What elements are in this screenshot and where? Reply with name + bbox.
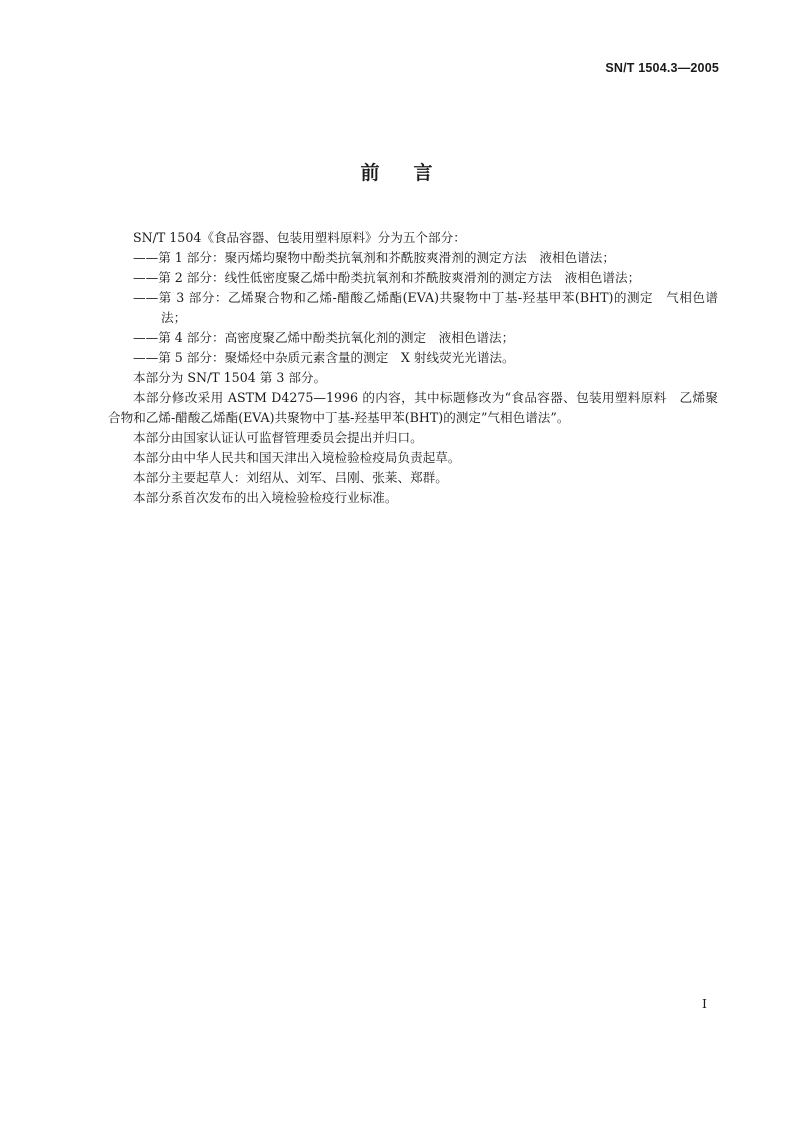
part-list-item: ——第 5 部分：聚烯烃中杂质元素含量的测定 X 射线荧光光谱法。	[133, 350, 515, 365]
body-paragraph: 本部分由中华人民共和国天津出入境检验检疫局负责起草。	[133, 450, 461, 465]
body-paragraph: 本部分主要起草人：刘绍从、刘军、吕刚、张莱、郑群。	[133, 470, 448, 485]
foreword-body	[108, 228, 718, 508]
body-paragraph: 本部分修改采用 ASTM D4275—1996 的内容，其中标题修改为“食品容器、包装用塑料原料 乙烯聚合物和乙烯-醋酸乙烯酯(EVA)共聚物中丁基-羟基甲苯(BHT)的测定”气相色谱法”。	[108, 390, 718, 425]
page-number: I	[702, 996, 707, 1011]
part-list-item: ——第 4 部分：高密度聚乙烯中酚类抗氧化剂的测定 液相色谱法；	[133, 330, 515, 345]
body-paragraph: 本部分系首次发布的出入境检验检疫行业标准。	[133, 490, 398, 505]
body-paragraph: 本部分由国家认证认可监督管理委员会提出并归口。	[133, 430, 423, 445]
standard-code: SN/T 1504.3—2005	[605, 61, 719, 75]
intro-paragraph: SN/T 1504《食品容器、包装用塑料原料》分为五个部分：	[133, 230, 466, 245]
page-title: 前言	[360, 162, 467, 184]
part-list-item: ——第 3 部分：乙烯聚合物和乙烯-醋酸乙烯酯(EVA)共聚物中丁基-羟基甲苯(BHT)的测定 气相色谱法；	[133, 290, 718, 325]
part-list-item: ——第 2 部分：线性低密度聚乙烯中酚类抗氧剂和芥酰胺爽滑剂的测定方法 液相色谱法；	[133, 270, 641, 285]
body-paragraph: 本部分为 SN/T 1504 第 3 部分。	[133, 370, 327, 385]
part-list-item: ——第 1 部分：聚丙烯均聚物中酚类抗氧剂和芥酰胺爽滑剂的测定方法 液相色谱法；	[133, 250, 615, 265]
